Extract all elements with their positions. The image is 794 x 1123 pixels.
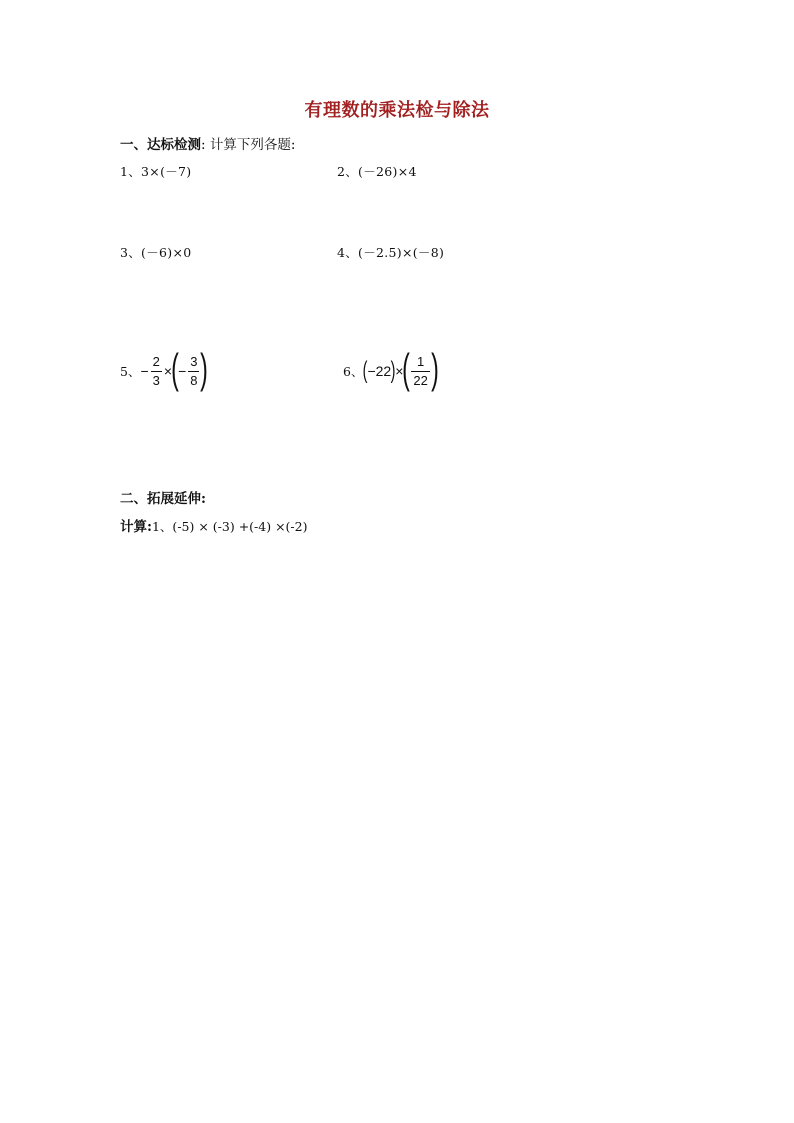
problem-6-left-paren-1: ( (363, 357, 368, 384)
fraction-2-numerator: 3 (190, 353, 198, 369)
problem-6-inner: −22 (367, 363, 392, 379)
calc-expression: 1、(-5) × (-3) +(-4) ×(-2) (151, 519, 308, 534)
problem-5-fraction-2 (188, 355, 199, 387)
extend-problem (120, 515, 307, 535)
fraction-3-denominator: 22 (413, 372, 428, 388)
calc-label: 计算: (120, 519, 152, 535)
section1-heading-rest: : 计算下列各题: (201, 137, 296, 153)
problem-5-sign2: − (178, 363, 187, 379)
section1-heading (120, 133, 295, 153)
fraction-1-numerator: 2 (152, 353, 160, 369)
problem-5-fraction-1 (151, 355, 162, 387)
problem-2: 2、(－26)×4 (337, 164, 417, 179)
problem-3: 3、(－6)×0 (120, 245, 192, 260)
section1-heading-bold: 一、达标检测 (120, 137, 201, 153)
problem-5-times: × (163, 363, 173, 379)
problem-6-fraction (411, 355, 429, 387)
problem-5-left-paren: ( (171, 345, 179, 392)
problem-5-sign1: − (140, 363, 149, 379)
problem-6 (343, 345, 439, 392)
section2-heading: 二、拓展延伸: (120, 491, 206, 507)
problem-1: 1、3×(－7) (120, 164, 192, 179)
fraction-3-bar (411, 371, 429, 372)
fraction-1-bar (151, 371, 162, 372)
problem-6-right-paren-2: ) (431, 345, 439, 392)
page-title: 有理数的乘法检与除法 (304, 100, 490, 121)
problem-6-times: × (395, 363, 404, 379)
problem-6-right-paren-1: ) (390, 357, 396, 384)
fraction-2-bar (188, 371, 199, 372)
problem-5-prefix: 5、 (120, 364, 141, 379)
problem-6-prefix: 6、 (343, 364, 364, 379)
fraction-1-denominator: 3 (152, 372, 160, 388)
fraction-2-denominator: 8 (190, 372, 198, 388)
problem-5 (120, 345, 209, 392)
problem-4: 4、(－2.5)×(－8) (337, 245, 445, 260)
fraction-3-numerator: 1 (417, 353, 425, 369)
problem-5-right-paren: ) (200, 345, 209, 392)
problem-6-left-paren-2: ( (402, 345, 411, 392)
